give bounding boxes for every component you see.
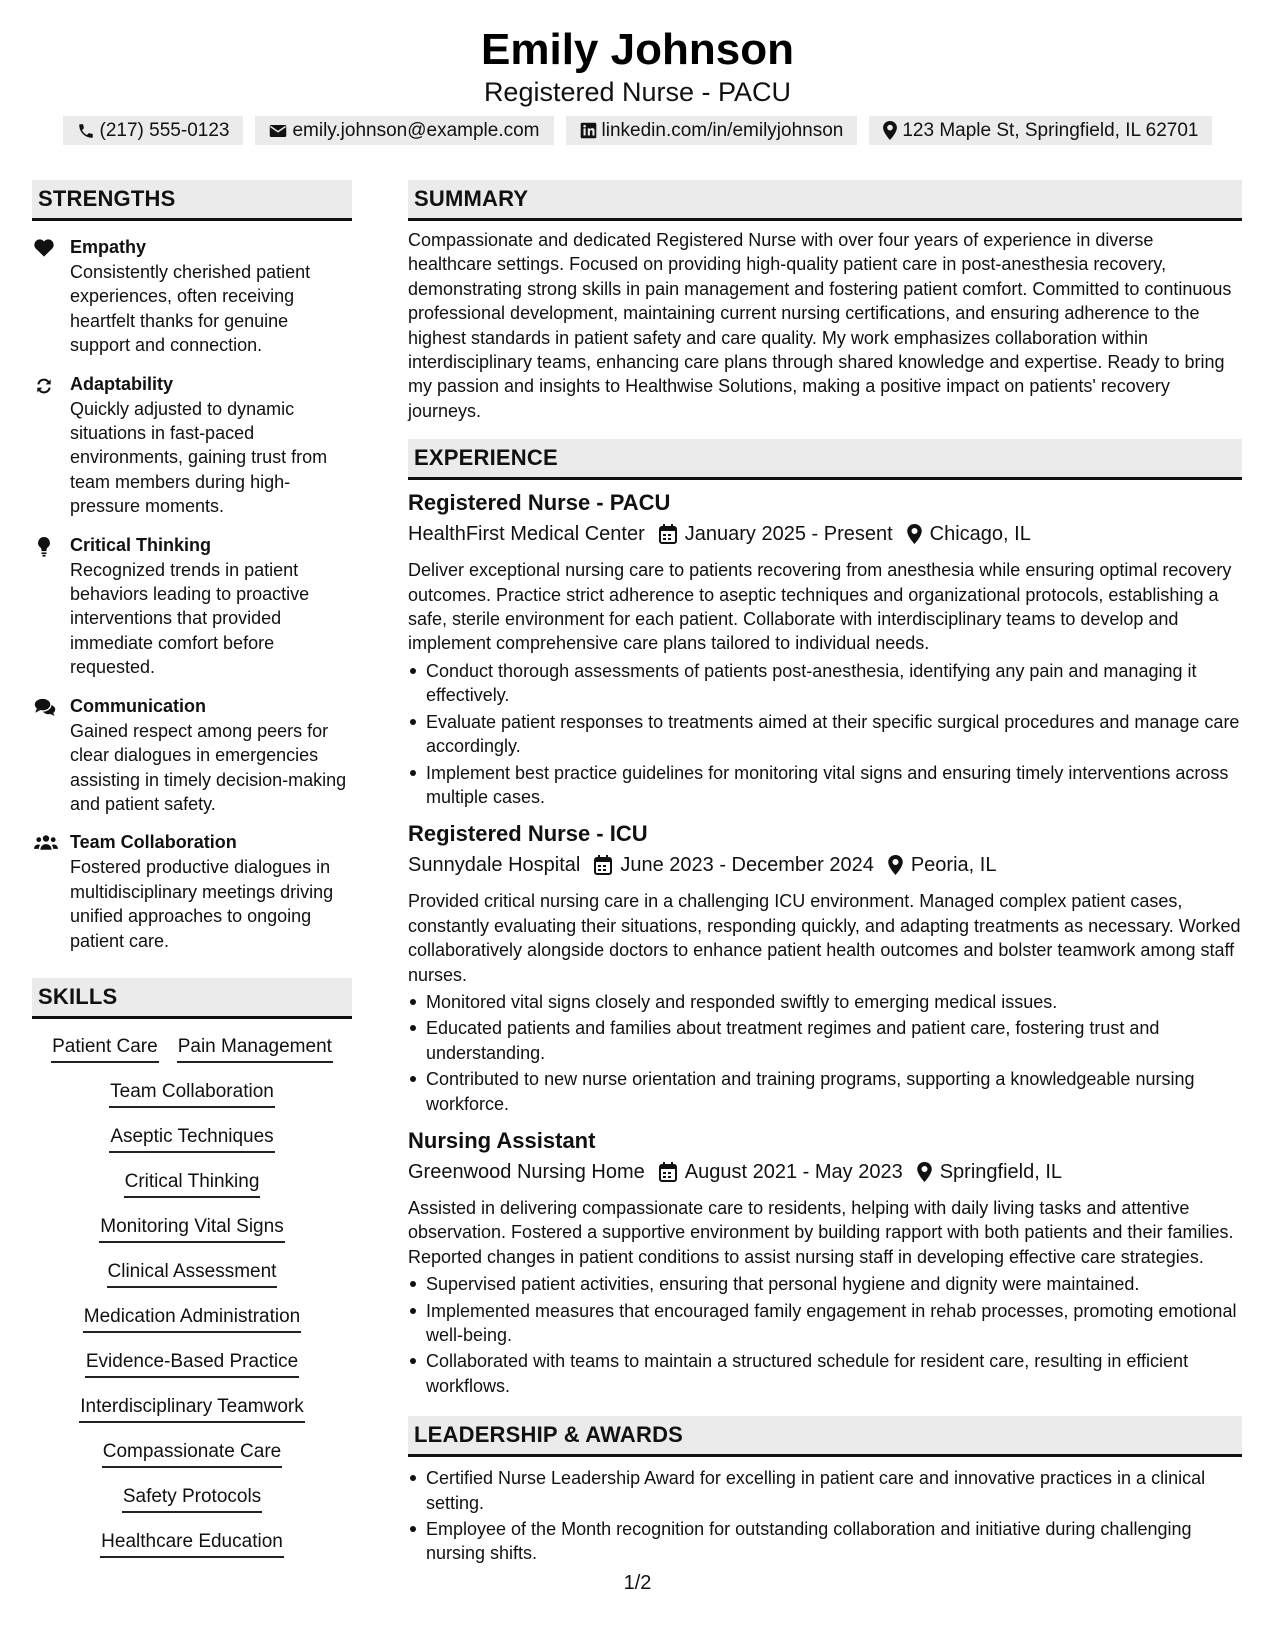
contact-email[interactable] xyxy=(255,116,553,145)
award-item: Employee of the Month recognition for outstanding collaboration and initiative during challenging nursing shifts. xyxy=(408,1517,1242,1566)
skill-tag: Clinical Assessment xyxy=(107,1258,278,1288)
strength-item xyxy=(32,372,352,519)
award-item: Certified Nurse Leadership Award for excelling in patient care and innovative practices in a clinical setting. xyxy=(408,1466,1242,1515)
job-entry xyxy=(408,488,1242,809)
skill-tag: Compassionate Care xyxy=(102,1438,282,1468)
skill-tag: Evidence-Based Practice xyxy=(85,1348,299,1378)
job-location: Peoria, IL xyxy=(910,854,997,877)
job-title: Nursing Assistant xyxy=(408,1127,596,1153)
skill-tag: Interdisciplinary Teamwork xyxy=(79,1393,305,1423)
job-bullets xyxy=(408,1272,1242,1398)
job-meta xyxy=(408,1157,1242,1187)
strength-desc: Quickly adjusted to dynamic situations in fast-paced environments, gaining trust from team members during high-pressure moments. xyxy=(70,398,328,517)
job-bullet: Collaborated with teams to maintain a structured schedule for resident care, resulting in efficient workflows. xyxy=(408,1349,1242,1398)
job-location: Springfield, IL xyxy=(939,1160,1062,1183)
page-number: 1/2 xyxy=(623,1572,652,1594)
skill-tag: Safety Protocols xyxy=(122,1483,262,1513)
contact-phone[interactable] xyxy=(63,116,244,145)
skill-tag: Healthcare Education xyxy=(100,1528,284,1558)
strength-item xyxy=(32,830,352,953)
skill-tag: Team Collaboration xyxy=(109,1078,275,1108)
job-meta xyxy=(408,519,1242,549)
job-dates: January 2025 - Present xyxy=(684,523,893,546)
job-title: Registered Nurse - PACU xyxy=(408,490,671,516)
job-entry xyxy=(408,819,1242,1116)
summary-heading: SUMMARY xyxy=(408,180,1242,221)
job-bullets xyxy=(408,990,1242,1116)
skill-tag: Patient Care xyxy=(51,1033,159,1063)
linkedin-icon xyxy=(580,122,597,139)
skill-tag: Monitoring Vital Signs xyxy=(99,1213,284,1243)
contact-address[interactable] xyxy=(869,116,1212,145)
job-company: Sunnydale Hospital xyxy=(408,854,581,877)
calendar-icon xyxy=(659,524,677,544)
contact-linkedin-text: linkedin.com/in/emilyjohnson xyxy=(601,119,844,141)
skills-heading: SKILLS xyxy=(32,978,352,1019)
contact-bar xyxy=(0,116,1275,145)
candidate-name: Emily Johnson xyxy=(481,25,794,74)
strength-title: Adaptability xyxy=(70,373,174,394)
job-title: Registered Nurse - ICU xyxy=(408,821,648,847)
strength-title: Empathy xyxy=(70,237,147,257)
strength-item xyxy=(32,533,352,680)
summary-text: Compassionate and dedicated Registered Nurse with over four years of experience in diverse healthcare settings. Focused on providing high-quality patient care in post-anesthesia recovery, demonstrating strong skills in pain management and fostering patient comfort. Committed to continuous professional development, maintaining current nursing certifications, and ensuring adherence to the highest standards in patient safety and care quality. My work emphasizes collaboration within interdisciplinary teams, enhancing care plans through shared knowledge and expertise. Ready to bring my passion and insights to Healthwise Solutions, making a positive impact on patients' recovery journeys. xyxy=(408,230,1232,421)
phone-icon xyxy=(77,122,95,140)
strengths-heading: STRENGTHS xyxy=(32,180,352,221)
comments-icon xyxy=(34,698,56,716)
strength-desc: Consistently cherished patient experiences, often receiving heartfelt thanks for genuine support and connection. xyxy=(70,262,311,356)
contact-linkedin[interactable] xyxy=(566,116,858,145)
job-dates: August 2021 - May 2023 xyxy=(684,1160,903,1183)
right-column xyxy=(408,180,1242,1568)
skill-tag: Medication Administration xyxy=(83,1303,302,1333)
map-marker-icon xyxy=(888,855,903,875)
experience-heading: EXPERIENCE xyxy=(408,439,1242,480)
job-bullet: Monitored vital signs closely and responded swiftly to emerging medical issues. xyxy=(408,990,1242,1014)
leadership-list xyxy=(408,1466,1242,1566)
job-location: Chicago, IL xyxy=(929,523,1031,546)
strength-title: Communication xyxy=(70,695,207,716)
job-dates: June 2023 - December 2024 xyxy=(620,854,874,877)
map-marker-icon xyxy=(917,1162,932,1182)
left-column xyxy=(32,180,352,1573)
strength-desc: Gained respect among peers for clear dialogues in emergencies assisting in timely decision-making and patient safety. xyxy=(70,720,347,814)
skill-tag: Pain Management xyxy=(177,1033,333,1063)
contact-email-text: emily.johnson@example.com xyxy=(292,119,540,141)
calendar-icon xyxy=(659,1162,677,1182)
strength-desc: Recognized trends in patient behaviors leading to proactive interventions that provided immediate comfort before requested. xyxy=(70,559,310,678)
job-bullet: Educated patients and families about treatment regimes and patient care, fostering trust and understanding. xyxy=(408,1016,1242,1065)
job-meta xyxy=(408,850,1242,880)
calendar-icon xyxy=(594,855,612,875)
map-marker-icon xyxy=(883,121,897,140)
job-bullets xyxy=(408,659,1242,809)
heart-icon xyxy=(34,239,54,257)
contact-address-text: 123 Maple St, Springfield, IL 62701 xyxy=(902,119,1199,141)
job-description: Deliver exceptional nursing care to patients recovering from anesthesia while ensuring optimal recovery outcomes. Practice strict adherence to aseptic techniques and organizational protocols, establishing a safe, sterile environment for each patient. Collaborate with interdisciplinary teams to develop and implement comprehensive care plans tailored to individual needs. xyxy=(408,560,1232,654)
job-company: HealthFirst Medical Center xyxy=(408,523,645,546)
envelope-icon xyxy=(269,123,287,139)
strength-desc: Fostered productive dialogues in multidisciplinary meetings driving unified approaches to ongoing patient care. xyxy=(70,857,334,951)
candidate-title: Registered Nurse - PACU xyxy=(483,77,792,107)
strength-item xyxy=(32,235,352,358)
job-entry xyxy=(408,1126,1242,1398)
sync-icon xyxy=(34,376,54,396)
job-bullet: Evaluate patient responses to treatments aimed at their specific surgical procedures and manage care accordingly. xyxy=(408,710,1242,759)
skills-list xyxy=(32,1033,352,1573)
job-description: Provided critical nursing care in a challenging ICU environment. Managed complex patient cases, constantly evaluating their situations, responding quickly, and adapting treatments as necessary. Worked collaboratively alongside doctors to enhance patient health outcomes and bolster teamwork among staff nurses. xyxy=(408,891,1241,985)
strength-title: Team Collaboration xyxy=(70,832,237,853)
job-bullet: Implement best practice guidelines for monitoring vital signs and ensuring timely interventions across multiple cases. xyxy=(408,761,1242,810)
contact-phone-text: (217) 555-0123 xyxy=(99,119,230,141)
job-bullet: Supervised patient activities, ensuring that personal hygiene and dignity were maintained. xyxy=(408,1272,1242,1296)
job-bullet: Conduct thorough assessments of patients post-anesthesia, identifying any pain and managing it effectively. xyxy=(408,659,1242,708)
job-description: Assisted in delivering compassionate care to residents, helping with daily living tasks and attentive observation. Fostered a supportive environment by building rapport with both patients and their families. Reported changes in patient conditions to assist nursing staff in developing effective care strategies. xyxy=(408,1197,1234,1267)
skill-tag: Critical Thinking xyxy=(124,1168,261,1198)
leadership-heading: LEADERSHIP & AWARDS xyxy=(408,1416,1242,1457)
lightbulb-icon xyxy=(37,537,51,557)
strength-title: Critical Thinking xyxy=(70,534,212,555)
resume-header xyxy=(0,24,1275,145)
job-bullet: Implemented measures that encouraged family engagement in rehab processes, promoting emotional well-being. xyxy=(408,1299,1242,1348)
job-company: Greenwood Nursing Home xyxy=(408,1160,645,1183)
job-bullet: Contributed to new nurse orientation and training programs, supporting a knowledgeable nursing workforce. xyxy=(408,1067,1242,1116)
skill-tag: Aseptic Techniques xyxy=(109,1123,274,1153)
users-icon xyxy=(34,834,58,851)
map-marker-icon xyxy=(907,524,922,544)
strength-item xyxy=(32,694,352,817)
